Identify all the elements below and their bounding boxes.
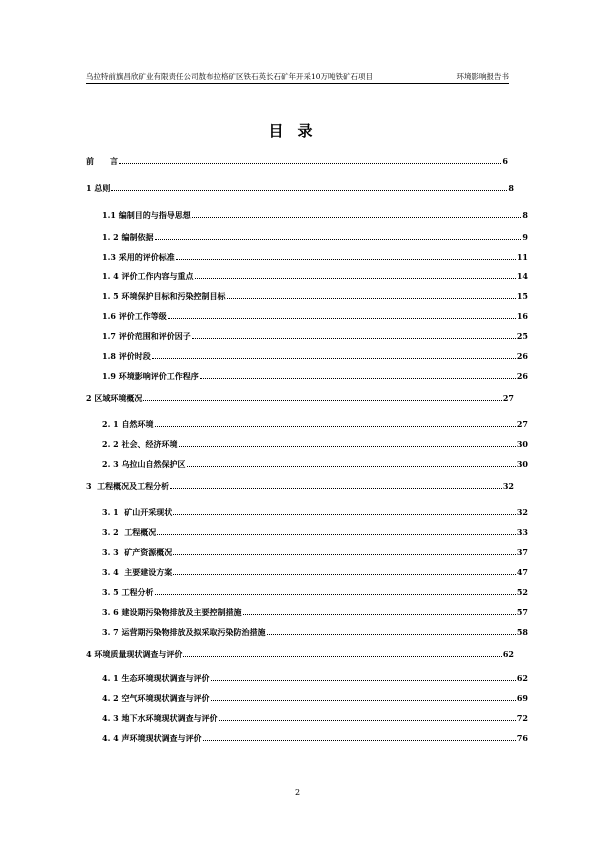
toc-entry-label: 1.6 评价工作等级 (102, 311, 167, 321)
toc-entry[interactable] (102, 607, 528, 618)
toc-entry-label: 4 环境质量现状调查与评价 (86, 649, 183, 659)
toc-entry-page: 52 (516, 587, 528, 597)
toc-leader-dots (267, 634, 516, 635)
toc-entry-label: 4. 4 声环境现状调查与评价 (102, 733, 202, 743)
toc-leader-dots (211, 680, 516, 681)
toc-leader-dots (192, 217, 522, 218)
toc-entry[interactable] (102, 439, 528, 450)
toc-entry-label: 2 区域环境概况 (86, 393, 143, 403)
toc-entry-label: 3. 1 矿山开采现状 (102, 507, 173, 517)
toc-entry-page: 37 (516, 547, 528, 557)
toc-leader-dots (173, 574, 516, 575)
toc-leader-dots (157, 534, 516, 535)
toc-entry-page: 47 (516, 567, 528, 577)
toc-entry-label: 1.1 编制目的与指导思想 (102, 210, 191, 220)
toc-entry-label: 1. 2 编制依据 (102, 232, 154, 242)
toc-entry-label: 1.8 评价时段 (102, 351, 151, 361)
toc-entry[interactable] (102, 507, 528, 518)
toc-entry-label: 3. 4 主要建设方案 (102, 567, 173, 577)
toc-entry-label: 1.9 环境影响评价工作程序 (102, 371, 199, 381)
toc-entry-page: 58 (516, 627, 528, 637)
toc-entry-page: 16 (516, 311, 528, 321)
toc-entry[interactable] (102, 210, 528, 221)
toc-entry-label: 1.7 评价范围和评价因子 (102, 331, 191, 341)
toc-leader-dots (219, 720, 516, 721)
toc-entry-page: 62 (502, 649, 514, 659)
toc-entry[interactable] (86, 156, 508, 167)
toc-entry-page: 8 (522, 210, 528, 220)
toc-entry[interactable] (86, 481, 514, 492)
toc-entry-label: 3 工程概况及工程分析 (86, 481, 170, 491)
toc-leader-dots (176, 259, 516, 260)
toc-entry-page: 76 (516, 733, 528, 743)
toc-entry-label: 4. 1 生态环境现状调查与评价 (102, 673, 210, 683)
toc-entry-page: 30 (516, 459, 528, 469)
toc-leader-dots (111, 190, 507, 191)
toc-entry-page: 57 (516, 607, 528, 617)
toc-leader-dots (173, 554, 516, 555)
toc-entry-page: 69 (516, 693, 528, 703)
toc-entry[interactable] (86, 649, 514, 660)
toc-leader-dots (203, 740, 516, 741)
toc-entry-page: 33 (516, 527, 528, 537)
toc-entry[interactable] (102, 567, 528, 578)
toc-entry-label: 2. 1 自然环境 (102, 419, 154, 429)
toc-entry[interactable] (102, 271, 528, 282)
toc-entry[interactable] (102, 547, 528, 558)
toc-entry-label: 3. 6 建设期污染物排放及主要控制措施 (102, 607, 242, 617)
toc-entry-label: 3. 5 工程分析 (102, 587, 154, 597)
toc-entry[interactable] (102, 459, 528, 470)
toc-entry-label: 2. 2 社会、经济环境 (102, 439, 178, 449)
toc-entry-page: 32 (502, 481, 514, 491)
toc-entry-label: 前 言 (86, 156, 118, 166)
toc-entry-page: 15 (516, 291, 528, 301)
toc-leader-dots (119, 163, 501, 164)
header-project-title: 乌拉特前旗昌欣矿业有限责任公司敖布拉格矿区铁石英长石矿年开采10万吨铁矿石项目 (86, 72, 374, 81)
toc-leader-dots (168, 318, 516, 319)
toc-entry[interactable] (102, 527, 528, 538)
toc-entry-page: 62 (516, 673, 528, 683)
toc-entry[interactable] (86, 393, 514, 404)
toc-entry-label: 4. 2 空气环境现状调查与评价 (102, 693, 210, 703)
toc-entry-page: 72 (516, 713, 528, 723)
toc-leader-dots (227, 298, 516, 299)
toc-entry[interactable] (102, 331, 528, 342)
toc-leader-dots (211, 700, 516, 701)
toc-entry-label: 1 总则 (86, 183, 111, 193)
toc-leader-dots (155, 594, 516, 595)
toc-leader-dots (155, 426, 516, 427)
toc-entry[interactable] (102, 419, 528, 430)
toc-leader-dots (187, 466, 516, 467)
toc-entry[interactable] (102, 232, 528, 243)
toc-leader-dots (195, 278, 516, 279)
toc-entry-page: 6 (502, 156, 508, 166)
toc-entry[interactable] (102, 252, 528, 263)
toc-leader-dots (170, 488, 502, 489)
toc-entry-page: 11 (516, 252, 528, 262)
toc-entry-label: 3. 3 矿产资源概况 (102, 547, 173, 557)
toc-leader-dots (155, 239, 522, 240)
toc-entry-page: 8 (508, 183, 514, 193)
toc-entry[interactable] (102, 587, 528, 598)
toc-entry-page: 30 (516, 439, 528, 449)
toc-leader-dots (179, 446, 516, 447)
toc-leader-dots (183, 656, 502, 657)
toc-entry[interactable] (102, 673, 528, 684)
toc-entry-page: 14 (516, 271, 528, 281)
toc-leader-dots (200, 378, 516, 379)
toc-entry[interactable] (102, 693, 528, 704)
toc-leader-dots (152, 358, 516, 359)
toc-entry-label: 2. 3 乌拉山自然保护区 (102, 459, 186, 469)
toc-entry[interactable] (102, 371, 528, 382)
toc-title: 目录 (268, 122, 327, 140)
toc-entry[interactable] (102, 351, 528, 362)
page-number: 2 (294, 788, 301, 797)
toc-entry-label: 1. 5 环境保护目标和污染控制目标 (102, 291, 226, 301)
toc-entry-page: 9 (522, 232, 528, 242)
toc-entry-page: 27 (502, 393, 514, 403)
toc-entry-page: 27 (516, 419, 528, 429)
toc-entry-label: 4. 3 地下水环境现状调查与评价 (102, 713, 218, 723)
toc-leader-dots (143, 400, 502, 401)
page-header (86, 69, 509, 84)
toc-entry-label: 3. 2 工程概况 (102, 527, 157, 537)
toc-entry[interactable] (102, 733, 528, 744)
toc-entry[interactable] (102, 311, 528, 322)
toc-leader-dots (192, 338, 516, 339)
toc-entry-label: 1. 4 评价工作内容与重点 (102, 271, 194, 281)
toc-entry-label: 3. 7 运营期污染物排放及拟采取污染防治措施 (102, 627, 266, 637)
toc-entry-page: 26 (516, 351, 528, 361)
toc-leader-dots (173, 514, 516, 515)
toc-entry[interactable] (102, 627, 528, 638)
header-document-type: 环境影响报告书 (456, 72, 509, 81)
toc-entry-page: 32 (516, 507, 528, 517)
toc-entry[interactable] (102, 291, 528, 302)
toc-entry-page: 26 (516, 371, 528, 381)
toc-entry[interactable] (102, 713, 528, 724)
toc-entry-label: 1.3 采用的评价标准 (102, 252, 175, 262)
toc-leader-dots (243, 614, 516, 615)
toc-entry[interactable] (86, 183, 514, 194)
toc-entry-page: 25 (516, 331, 528, 341)
